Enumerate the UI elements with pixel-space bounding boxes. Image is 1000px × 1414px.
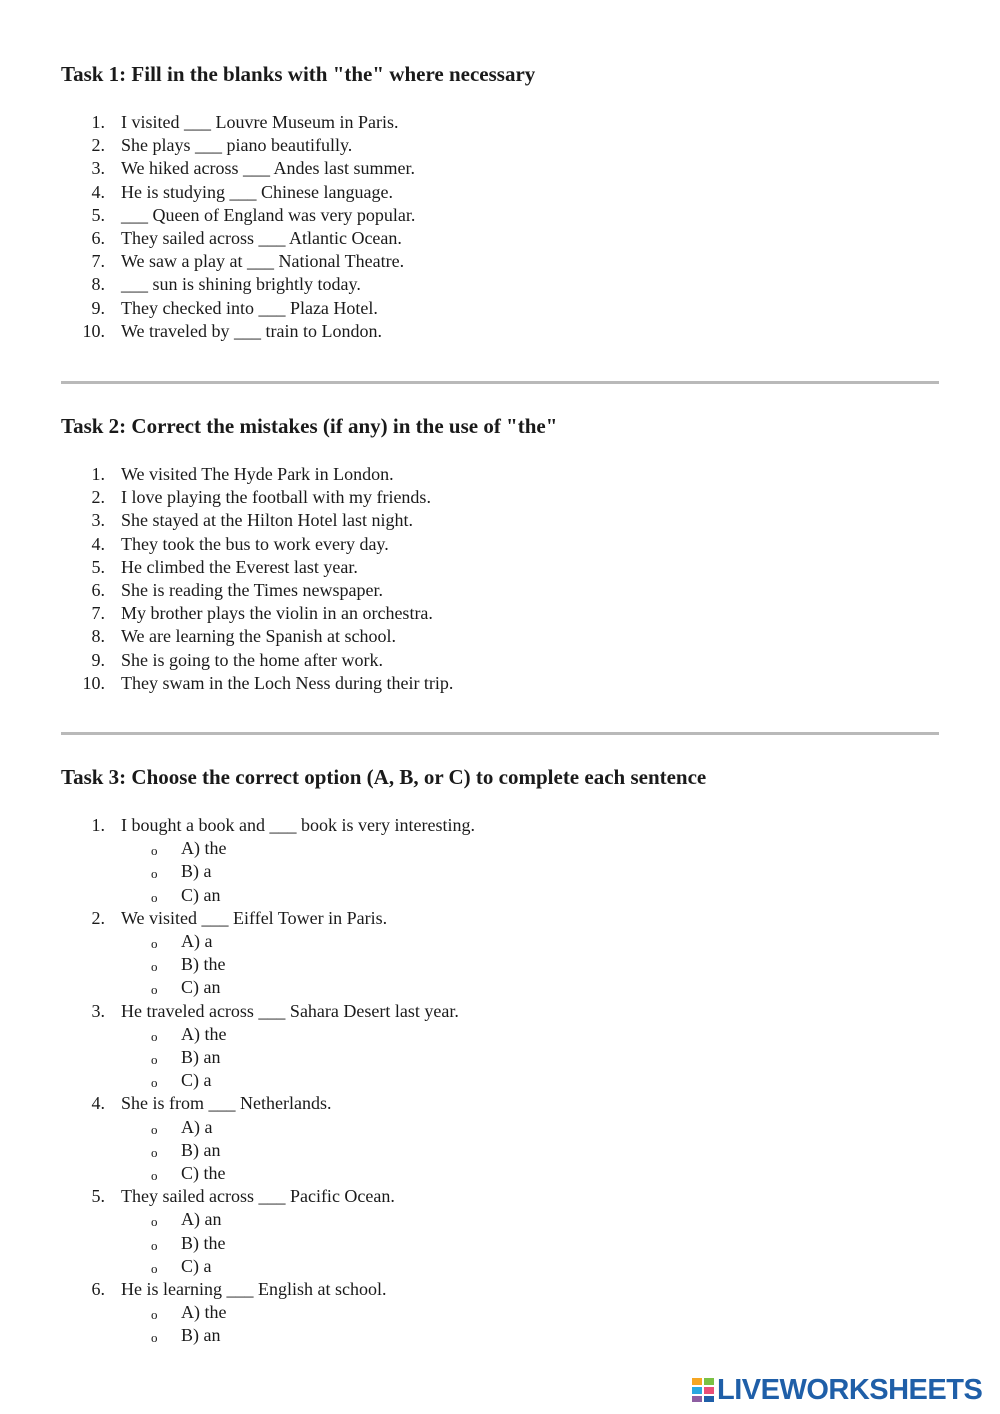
item-text: He is learning ___ English at school. (121, 1279, 387, 1300)
item-number: 3. (91, 510, 105, 531)
item-number: 4. (91, 1093, 105, 1114)
answer-option[interactable] (121, 1324, 939, 1347)
task-1-title: Task 1: Fill in the blanks with "the" where necessary (61, 62, 536, 86)
list-item (61, 157, 939, 180)
item-number: 1. (91, 464, 105, 484)
answer-option[interactable] (121, 1301, 939, 1324)
answer-option[interactable] (121, 837, 939, 860)
item-number: 6. (91, 228, 105, 249)
item-number: 2. (91, 907, 105, 928)
item-text: She is reading the Times newspaper. (121, 580, 383, 601)
item-number: 1. (91, 112, 105, 132)
option-label: B) the (181, 1232, 226, 1253)
item-number: 1. (91, 815, 105, 835)
item-text: We are learning the Spanish at school. (121, 626, 396, 647)
option-label: C) a (181, 1255, 212, 1276)
item-text: They sailed across ___ Atlantic Ocean. (121, 228, 402, 249)
list-item (61, 556, 939, 579)
answer-option[interactable] (121, 1255, 939, 1278)
option-label: A) an (181, 1209, 222, 1230)
question-item (61, 907, 939, 1000)
list-item (61, 227, 939, 250)
circle-bullet-icon: o (151, 843, 158, 859)
option-label: B) the (181, 954, 226, 975)
circle-bullet-icon: o (151, 1144, 158, 1160)
item-number: 5. (91, 1186, 105, 1207)
list-item (61, 486, 939, 509)
item-number: 2. (91, 135, 105, 156)
option-label: A) the (181, 1302, 227, 1323)
item-number: 7. (91, 251, 105, 272)
list-item (61, 602, 939, 625)
section-divider (61, 732, 939, 735)
liveworksheets-logo[interactable] (692, 1373, 983, 1406)
item-number: 8. (91, 274, 105, 295)
item-text: We hiked across ___ Andes last summer. (121, 158, 416, 179)
list-item (61, 625, 939, 648)
option-list (121, 930, 939, 1000)
option-label: C) an (181, 884, 221, 905)
item-text: He traveled across ___ Sahara Desert last year. (121, 1000, 459, 1021)
circle-bullet-icon: o (151, 936, 158, 952)
item-number: 5. (91, 204, 105, 225)
list-item (61, 273, 939, 296)
option-label: C) the (181, 1163, 226, 1184)
item-text: I love playing the football with my friends. (121, 487, 431, 508)
task-3-section (61, 764, 939, 1348)
list-item (61, 672, 939, 695)
question-item (61, 1278, 939, 1348)
item-text: They swam in the Loch Ness during their trip. (121, 672, 454, 693)
item-text: She is going to the home after work. (121, 649, 383, 670)
option-list (121, 1116, 939, 1186)
item-text: They sailed across ___ Pacific Ocean. (121, 1186, 395, 1207)
item-number: 10. (82, 320, 105, 341)
option-label: B) an (181, 1047, 221, 1068)
question-item (61, 1092, 939, 1185)
circle-bullet-icon: o (151, 889, 158, 905)
option-list (121, 837, 939, 907)
task-1-list (61, 111, 939, 343)
answer-option[interactable] (121, 860, 939, 883)
option-list (121, 1023, 939, 1093)
answer-option[interactable] (121, 1046, 939, 1069)
circle-bullet-icon: o (151, 1075, 158, 1091)
item-number: 10. (82, 672, 105, 693)
answer-option[interactable] (121, 930, 939, 953)
answer-option[interactable] (121, 976, 939, 999)
option-list (121, 1208, 939, 1278)
circle-bullet-icon: o (151, 1214, 158, 1230)
circle-bullet-icon: o (151, 959, 158, 975)
task-3-list (61, 814, 939, 1348)
task-2-section (61, 413, 939, 695)
question-item (61, 814, 939, 907)
option-label: B) an (181, 1139, 221, 1160)
item-text: We visited The Hyde Park in London. (121, 464, 394, 484)
option-label: A) a (181, 1116, 213, 1137)
list-item (61, 649, 939, 672)
item-number: 8. (91, 626, 105, 647)
item-number: 6. (91, 580, 105, 601)
item-text: She is from ___ Netherlands. (121, 1093, 332, 1114)
answer-option[interactable] (121, 953, 939, 976)
answer-option[interactable] (121, 1232, 939, 1255)
list-item (61, 320, 939, 343)
item-number: 4. (91, 533, 105, 554)
list-item (61, 111, 939, 134)
answer-option[interactable] (121, 1162, 939, 1185)
question-item (61, 1185, 939, 1278)
circle-bullet-icon: o (151, 1260, 158, 1276)
answer-option[interactable] (121, 1208, 939, 1231)
answer-option[interactable] (121, 1069, 939, 1092)
item-text: My brother plays the violin in an orchestra. (121, 603, 433, 624)
item-number: 9. (91, 649, 105, 670)
list-item (61, 204, 939, 227)
circle-bullet-icon: o (151, 1307, 158, 1323)
circle-bullet-icon: o (151, 1052, 158, 1068)
circle-bullet-icon: o (151, 1237, 158, 1253)
item-number: 3. (91, 1000, 105, 1021)
liveworksheets-logo-icon (692, 1378, 714, 1402)
circle-bullet-icon: o (151, 1121, 158, 1137)
item-text: He climbed the Everest last year. (121, 556, 358, 577)
item-number: 3. (91, 158, 105, 179)
list-item (61, 134, 939, 157)
answer-option[interactable] (121, 1023, 939, 1046)
item-number: 5. (91, 556, 105, 577)
list-item (61, 533, 939, 556)
item-number: 4. (91, 181, 105, 202)
circle-bullet-icon: o (151, 1330, 158, 1346)
item-text: I bought a book and ___ book is very interesting. (121, 815, 475, 835)
item-number: 2. (91, 487, 105, 508)
answer-option[interactable] (121, 1116, 939, 1139)
option-label: A) the (181, 838, 227, 859)
option-label: C) a (181, 1070, 212, 1091)
option-list (121, 1301, 939, 1347)
circle-bullet-icon: o (151, 866, 158, 882)
task-3-title: Task 3: Choose the correct option (A, B, or C) to complete each sentence (61, 765, 707, 789)
item-text: ___ sun is shining brightly today. (121, 274, 361, 295)
task-2-list (61, 463, 939, 695)
item-text: We saw a play at ___ National Theatre. (121, 251, 405, 272)
circle-bullet-icon: o (151, 1168, 158, 1184)
circle-bullet-icon: o (151, 982, 158, 998)
answer-option[interactable] (121, 1139, 939, 1162)
item-number: 9. (91, 297, 105, 318)
item-text: He is studying ___ Chinese language. (121, 181, 393, 202)
item-text: They checked into ___ Plaza Hotel. (121, 297, 378, 318)
option-label: B) a (181, 861, 212, 882)
task-1-section (61, 61, 939, 343)
option-label: B) an (181, 1325, 221, 1346)
list-item (61, 463, 939, 486)
option-label: A) a (181, 931, 213, 952)
section-divider (61, 381, 939, 384)
list-item (61, 509, 939, 532)
item-text: She plays ___ piano beautifully. (121, 135, 353, 156)
item-number: 7. (91, 603, 105, 624)
liveworksheets-logo-text: LIVEWORKSHEETS (717, 1373, 983, 1406)
circle-bullet-icon: o (151, 1028, 158, 1044)
list-item (61, 579, 939, 602)
list-item (61, 250, 939, 273)
item-text: She stayed at the Hilton Hotel last night. (121, 510, 413, 531)
item-text: I visited ___ Louvre Museum in Paris. (121, 112, 399, 132)
item-number: 6. (91, 1279, 105, 1300)
task-2-title: Task 2: Correct the mistakes (if any) in the use of "the" (61, 414, 558, 438)
item-text: We traveled by ___ train to London. (121, 320, 382, 341)
question-item (61, 1000, 939, 1093)
item-text: They took the bus to work every day. (121, 533, 389, 554)
answer-option[interactable] (121, 884, 939, 907)
item-text: ___ Queen of England was very popular. (121, 204, 416, 225)
item-text: We visited ___ Eiffel Tower in Paris. (121, 907, 388, 928)
option-label: C) an (181, 977, 221, 998)
option-label: A) the (181, 1023, 227, 1044)
list-item (61, 181, 939, 204)
list-item (61, 297, 939, 320)
